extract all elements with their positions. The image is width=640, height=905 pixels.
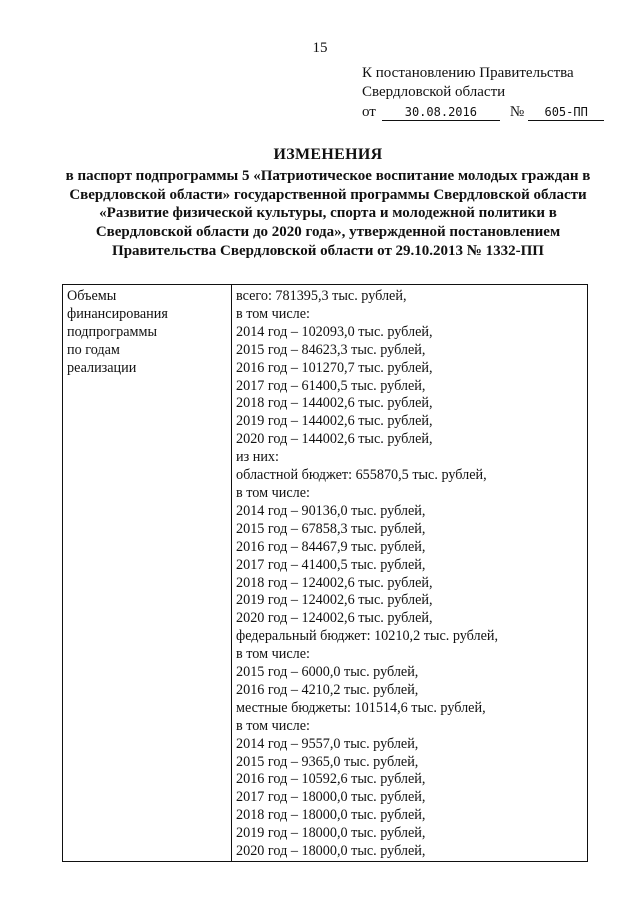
financing-line: федеральный бюджет: 10210,2 тыс. рублей, bbox=[236, 628, 499, 645]
heading-title: ИЗМЕНЕНИЯ bbox=[273, 146, 383, 163]
heading-line: в паспорт подпрограммы 5 «Патриотическое воспитание молодых граждан в bbox=[65, 167, 591, 184]
approval-line-2: Свердловской области bbox=[362, 84, 506, 100]
approval-number-label: № bbox=[509, 104, 525, 120]
label-line: реализации bbox=[67, 359, 137, 376]
approval-line-1: К постановлению Правительства bbox=[362, 65, 574, 81]
financing-line: 2018 год – 124002,6 тыс. рублей, bbox=[236, 574, 433, 591]
label-line: подпрограммы bbox=[67, 323, 157, 340]
row-label-cell bbox=[63, 285, 232, 862]
financing-line: 2016 год – 101270,7 тыс. рублей, bbox=[236, 359, 433, 376]
financing-line: из них: bbox=[236, 449, 279, 466]
label-line: финансирования bbox=[67, 305, 168, 322]
financing-line: в том числе: bbox=[236, 484, 310, 501]
financing-line: местные бюджеты: 101514,6 тыс. рублей, bbox=[236, 699, 486, 716]
financing-line: всего: 781395,3 тыс. рублей, bbox=[236, 288, 407, 304]
label-line: по годам bbox=[67, 341, 120, 358]
financing-line: 2020 год – 18000,0 тыс. рублей, bbox=[236, 843, 426, 860]
financing-line: 2017 год – 61400,5 тыс. рублей, bbox=[236, 377, 426, 394]
financing-line: 2018 год – 18000,0 тыс. рублей, bbox=[236, 807, 426, 824]
table-row bbox=[63, 285, 588, 862]
approval-date-number-row bbox=[362, 103, 604, 122]
financing-line: 2020 год – 124002,6 тыс. рублей, bbox=[236, 610, 433, 627]
heading-line: Свердловской области» государственной программы Свердловской области bbox=[69, 186, 587, 203]
heading-line: «Развитие физической культуры, спорта и молодежной политики в bbox=[99, 205, 557, 222]
financing-line: 2016 год – 84467,9 тыс. рублей, bbox=[236, 538, 426, 555]
financing-line: 2018 год – 144002,6 тыс. рублей, bbox=[236, 395, 433, 412]
passport-table bbox=[62, 284, 588, 862]
heading-line: Свердловской области до 2020 года», утвержденной постановлением bbox=[95, 224, 561, 241]
approval-from-label: от bbox=[362, 104, 376, 120]
financing-line: 2019 год – 144002,6 тыс. рублей, bbox=[236, 413, 433, 430]
financing-line: 2019 год – 18000,0 тыс. рублей, bbox=[236, 825, 426, 842]
financing-line: 2015 год – 9365,0 тыс. рублей, bbox=[236, 753, 419, 770]
financing-line: 2017 год – 18000,0 тыс. рублей, bbox=[236, 789, 426, 806]
document-heading bbox=[58, 146, 598, 261]
financing-line: 2015 год – 84623,3 тыс. рублей, bbox=[236, 341, 426, 358]
approval-date: 30.08.2016 bbox=[382, 104, 500, 121]
financing-line: 2014 год – 90136,0 тыс. рублей, bbox=[236, 502, 426, 519]
page-number: 15 bbox=[312, 40, 328, 56]
approval-block bbox=[362, 64, 604, 122]
financing-line: 2015 год – 6000,0 тыс. рублей, bbox=[236, 664, 419, 681]
label-line: Объемы bbox=[67, 288, 117, 304]
financing-line: в том числе: bbox=[236, 305, 310, 322]
financing-line: в том числе: bbox=[236, 646, 310, 663]
financing-line: 2017 год – 41400,5 тыс. рублей, bbox=[236, 556, 426, 573]
financing-line: 2014 год – 102093,0 тыс. рублей, bbox=[236, 323, 433, 340]
financing-line: 2020 год – 144002,6 тыс. рублей, bbox=[236, 431, 433, 448]
financing-line: 2016 год – 10592,6 тыс. рублей, bbox=[236, 771, 426, 788]
financing-cell bbox=[232, 285, 588, 862]
financing-line: 2019 год – 124002,6 тыс. рублей, bbox=[236, 592, 433, 609]
financing-line: 2016 год – 4210,2 тыс. рублей, bbox=[236, 681, 419, 698]
approval-number: 605-ПП bbox=[528, 104, 604, 121]
financing-line: 2015 год – 67858,3 тыс. рублей, bbox=[236, 520, 426, 537]
heading-line: Правительства Свердловской области от 29.10.2013 № 1332-ПП bbox=[112, 242, 544, 259]
financing-line: областной бюджет: 655870,5 тыс. рублей, bbox=[236, 467, 487, 484]
financing-line: в том числе: bbox=[236, 717, 310, 734]
financing-line: 2014 год – 9557,0 тыс. рублей, bbox=[236, 735, 419, 752]
